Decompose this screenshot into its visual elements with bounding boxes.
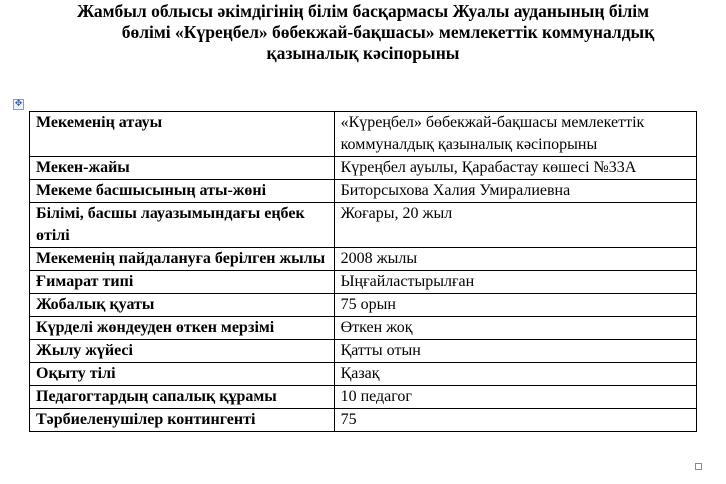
row-key: Күрделі жөндеуден өткен мерзімі <box>30 317 335 340</box>
row-key: Оқыту тілі <box>30 363 335 386</box>
row-value: 75 орын <box>334 294 696 317</box>
table-row <box>30 271 697 294</box>
institution-info-table <box>29 111 697 432</box>
row-key: Мекен-жайы <box>30 157 335 180</box>
row-value: 75 <box>334 409 696 432</box>
table-move-handle-icon[interactable]: ✥ <box>14 99 23 109</box>
row-value: Жоғары, 20 жыл <box>334 203 696 248</box>
row-value: «Күреңбел» бөбекжай-бақшасы мемлекеттік коммуналдық қазыналық кәсіпорыны <box>334 112 696 157</box>
title-line-1: Жамбыл облысы әкімдігінің білім басқармасы Жуалы ауданының білім <box>76 1 650 21</box>
table-resize-handle[interactable] <box>695 463 702 470</box>
row-value: Күреңбел ауылы, Қарабастау көшесі №33А <box>334 157 696 180</box>
table-row <box>30 180 697 203</box>
row-key: Жылу жүйесі <box>30 340 335 363</box>
title-line-3: қазыналық кәсіпорыны <box>266 43 460 63</box>
row-key: Ғимарат типі <box>30 271 335 294</box>
row-value: Қатты отын <box>334 340 696 363</box>
table-row <box>30 157 697 180</box>
table-row <box>30 203 697 248</box>
row-key: Мекеменің пайдалануға берілген жылы <box>30 248 335 271</box>
document-title <box>0 0 726 64</box>
row-value: 2008 жылы <box>334 248 696 271</box>
row-key: Педагогтардың сапалық құрамы <box>30 386 335 409</box>
table-row <box>30 409 697 432</box>
row-value: Биторсыхова Халия Умиралиевна <box>334 180 696 203</box>
row-value: Ыңғайластырылған <box>334 271 696 294</box>
table-row <box>30 363 697 386</box>
table-row <box>30 112 697 157</box>
row-key: Білімі, басшы лауазымындағы еңбек өтілі <box>30 203 335 248</box>
table-row <box>30 317 697 340</box>
row-key: Мекеменің атауы <box>30 112 335 157</box>
row-value: 10 педагог <box>334 386 696 409</box>
row-key: Мекеме басшысының аты-жөні <box>30 180 335 203</box>
table-row <box>30 248 697 271</box>
table-row <box>30 386 697 409</box>
row-value: Өткен жоқ <box>334 317 696 340</box>
title-line-2: бөлімі «Күреңбел» бөбекжай-бақшасы» мемлекеттік коммуналдық <box>121 22 655 42</box>
table-row <box>30 340 697 363</box>
row-value: Қазақ <box>334 363 696 386</box>
table-row <box>30 294 697 317</box>
row-key: Тәрбиеленушілер контингенті <box>30 409 335 432</box>
row-key: Жобалық қуаты <box>30 294 335 317</box>
